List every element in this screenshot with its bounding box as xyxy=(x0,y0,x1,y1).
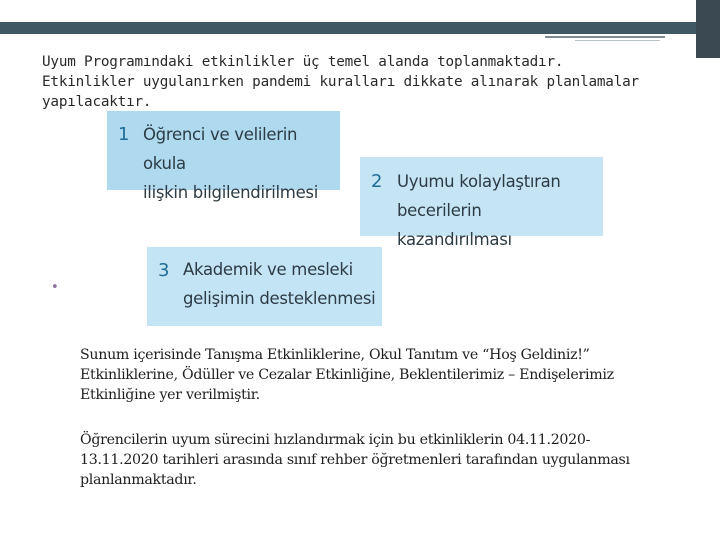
area-label-line-2: gelişimin desteklenmesi xyxy=(183,289,376,308)
area-label-line-1: Akademik ve mesleki xyxy=(183,260,353,279)
area-label-line-1: Öğrenci ve velilerin okula xyxy=(143,125,298,173)
title-bar-decoration xyxy=(0,22,696,34)
area-card-2 xyxy=(360,157,603,249)
top-band xyxy=(0,0,720,22)
body-paragraph-1: Sunum içerisinde Tanışma Etkinliklerine, Okul Tanıtım ve “Hoş Geldiniz!” Etkinliklerine, Ödüller ve Cezalar Etkinliğine, Beklentilerimiz – Endişelerimiz Etkinliğine yer verilmiştir. xyxy=(80,347,614,403)
accent-line xyxy=(545,36,665,38)
area-label xyxy=(397,167,597,254)
area-label xyxy=(143,120,338,207)
area-number: 1 xyxy=(118,124,130,145)
bullet-point: • xyxy=(51,280,59,295)
area-card-3 xyxy=(147,247,382,326)
area-number: 3 xyxy=(158,260,170,281)
area-label xyxy=(183,255,378,313)
area-card-1 xyxy=(107,111,340,202)
area-label-line-2: becerilerin kazandırılması xyxy=(397,201,512,249)
corner-decoration xyxy=(696,0,720,58)
area-label-line-2: ilişkin bilgilendirilmesi xyxy=(143,183,318,202)
area-label-line-1: Uyumu kolaylaştıran xyxy=(397,172,561,191)
accent-line-thin xyxy=(575,40,660,41)
area-number: 2 xyxy=(371,171,383,192)
body-paragraph-2: Öğrencilerin uyum sürecini hızlandırmak için bu etkinliklerin 04.11.2020-13.11.2020 tarihleri arasında sınıf rehber öğretmenleri tarafından uygulanması planlanmaktadır. xyxy=(80,432,630,488)
intro-text: Uyum Programındaki etkinlikler üç temel alanda toplanmaktadır. Etkinlikler uygulanırken pandemi kuralları dikkate alınarak planlamalar yapılacaktır. xyxy=(42,54,639,110)
